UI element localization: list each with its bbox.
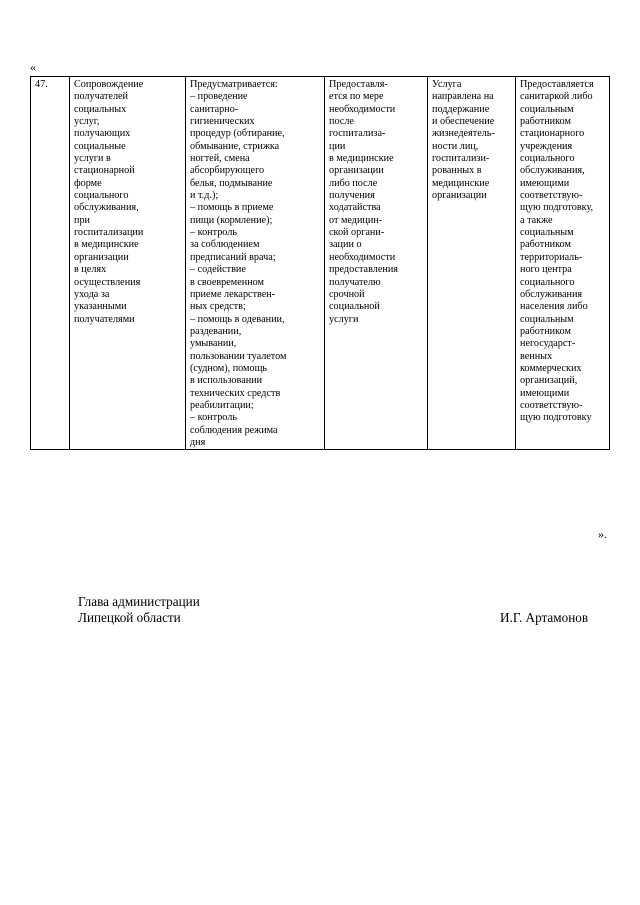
row-number-cell: 47.	[31, 77, 70, 450]
service-term-cell: Предоставля- ется по мере необходимости после госпитализа- ции в медицинские организации либо после получения ходатайства от медицин- ской органи- зации о необходимости предоставления получателю срочной социальной услуги	[325, 77, 428, 450]
closing-quote-mark: ».	[598, 527, 607, 541]
table-row	[31, 77, 610, 450]
service-conditions-cell: Услуга направлена на поддержание и обеспечение жизнедеятель- ности лиц, госпитализи- рованных в медицинские организации	[428, 77, 516, 450]
service-content-cell: Предусматривается: – проведение санитарно- гигиенических процедур (обтирание, обмывание, стрижка ногтей, смена абсорбирующего белья, подмывание и т.д.); – помощь в приеме пищи (кормление); – контроль за соблюдением предписаний врача; – содействие в своевременном приеме лекарствен- ных средств; – помощь в одевании, раздевании, умывании, пользовании туалетом (судном), помощь в использовании технических средств реабилитации; – контроль соблюдения режима дня	[186, 77, 325, 450]
services-table	[30, 76, 610, 450]
opening-quote-mark: «	[30, 60, 36, 74]
signatory-name: И.Г. Артамонов	[500, 610, 589, 625]
signatory-position: Глава администрации Липецкой области	[78, 594, 200, 625]
service-name-cell: Сопровождение получателей социальных услуг, получающих социальные услуги в стационарной форме социального обслуживания, при госпитализации в медицинские организации в целях осуществления ухода за указанными получателями	[70, 77, 186, 450]
service-staff-cell: Предоставляется санитаркой либо социальным работником стационарного учреждения социального обслуживания, имеющими соответствую- щую подготовку, а также социальным работником территориаль- ного центра социального обслуживания населения либо социальным работником негосударст- венных коммерческих организаций, имеющими соответствую- щую подготовку	[516, 77, 610, 450]
